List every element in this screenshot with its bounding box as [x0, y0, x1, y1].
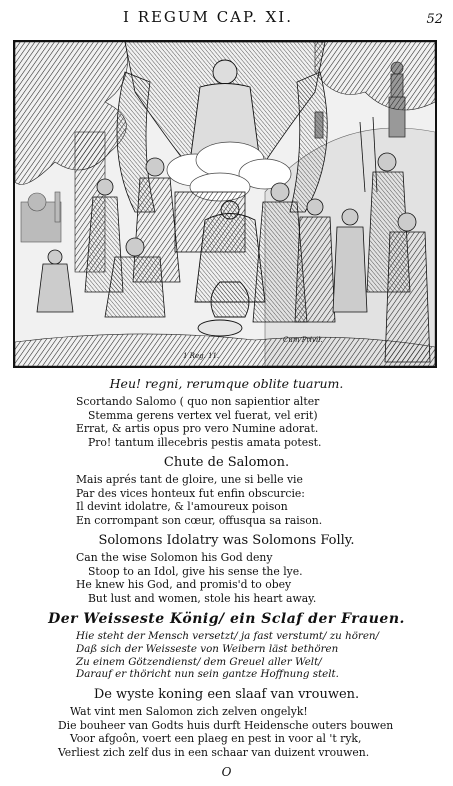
signature-mark: O: [221, 765, 232, 780]
running-header: [0, 6, 453, 32]
verse-line: Mais aprés tant de gloire, une si belle vie: [76, 473, 303, 486]
dutch-heading: De wyste koning een slaaf van vrouwen.: [93, 687, 360, 703]
verse-line: He knew his God, and promis'd to obey: [76, 578, 292, 591]
verse-line: Darauf er thöricht nun sein gantze Hoffnung stelt.: [76, 668, 339, 681]
verse-line: Zu einem Götzendienst/ dem Greuel aller Welt/: [76, 655, 322, 668]
verse-line: Wat vint men Salomon zich zelven ongelyk!: [70, 705, 308, 719]
english-heading: Solomons Idolatry was Solomons Folly.: [98, 533, 355, 548]
verse-line: Verliest zich zelf dus in een schaar van duizent vrouwen.: [58, 745, 370, 759]
english-stanza: [76, 551, 453, 605]
chapter-title: I REGUM CAP. XI.: [123, 8, 293, 26]
dutch-stanza: [58, 705, 453, 759]
plate-privilege: Cum Privil.: [283, 336, 323, 344]
verse-text: [0, 376, 453, 779]
german-stanza: [76, 630, 453, 681]
verse-line: Can the wise Solomon his God deny: [76, 551, 273, 564]
verse-line: Pro! tantum illecebris pestis amata potest.: [88, 435, 322, 449]
verse-line: Daß sich der Weisseste von Weibern läst bethören: [76, 642, 339, 655]
verse-line: Voor afgoôn, voert een plaeg en pest in voor al 't ryk,: [70, 732, 362, 746]
plate-reference: 1 Reg. 11.: [183, 352, 220, 360]
latin-motto: Heu! regni, rerumque oblite tuarum.: [109, 376, 344, 391]
french-stanza: [76, 473, 453, 527]
latin-stanza: [76, 395, 453, 449]
verse-line: En corrompant son cœur, offusqua sa raison.: [76, 513, 323, 527]
verse-line: Die bouheer van Godts huis durft Heidensche outers bouwen: [58, 718, 394, 732]
german-heading: Der Weisseste König/ ein Sclaf der Frauen.: [48, 611, 405, 627]
page-number: 52: [426, 12, 443, 27]
verse-line: Il devint idolatre, & l'amoureux poison: [76, 500, 288, 513]
engraving-plate: [13, 40, 437, 368]
verse-line: Stoop to an Idol, give his sense the lye.: [88, 564, 303, 578]
verse-line: Scortando Salomo ( quo non sapientior alter: [76, 395, 320, 408]
verse-line: Errat, & artis opus pro vero Numine adorat.: [76, 422, 319, 435]
verse-line: Hie steht der Mensch versetzt/ ja fast verstumt/ zu hören/: [76, 630, 380, 642]
verse-line: Par des vices honteux fut enfin obscurcie:: [76, 486, 305, 500]
french-heading: Chute de Salomon.: [163, 455, 290, 470]
verse-line: But lust and women, stole his heart away.: [88, 591, 317, 605]
engraving-illustration: [15, 42, 435, 366]
verse-line: Stemma gerens vertex vel fuerat, vel erit): [88, 408, 318, 422]
